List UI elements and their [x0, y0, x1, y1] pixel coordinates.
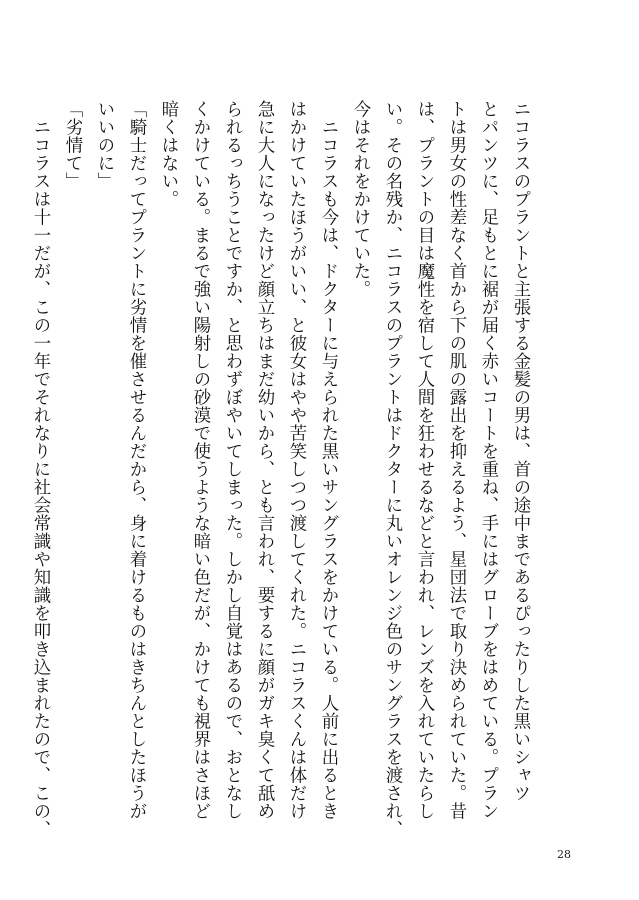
text-line: い。その名残か、ニコラスのプラントはドクターに丸いオレンジ色のサングラスを渡され、 [382, 100, 402, 838]
page-number: 28 [557, 848, 571, 861]
text-line: 暗くはない。 [158, 100, 178, 208]
text-line: ニコラスは十一だが、この一年でそれなりに社会常識や知識を叩き込まれたので、この、 [30, 100, 50, 838]
text-line: トは男女の性差なく首から下の肌の露出を抑えるよう、星団法で取り決められていた。昔 [446, 100, 466, 820]
text-line: は、プラントの目は魔性を宿して人間を狂わせるなどと言われ、レンズを入れていたらし [414, 100, 434, 820]
text-line: いいのに」 [94, 100, 114, 190]
text-line: 急に大人になったけど顔立ちはまだ幼いから、とも言われ、要するに顔がガキ臭くて舐め [254, 100, 274, 820]
text-line: くかけている。まるで強い陽射しの砂漠で使うような暗い色だが、かけても視界はさほど [190, 100, 210, 820]
text-line: られるっちうことですか、と思わずぼやいてしまった。しかし自覚はあるので、おとなし [222, 100, 242, 820]
text-line: ニコラスも今は、ドクターに与えられた黒いサングラスをかけている。人前に出るとき [318, 100, 338, 820]
text-line: 「劣情て」 [62, 100, 82, 190]
text-line: 今はそれをかけていた。 [350, 100, 370, 298]
text-line: ニコラスのプラントと主張する金髪の男は、首の途中まであるぴったりした黒いシャツ [510, 100, 530, 802]
vertical-text-body [24, 100, 536, 838]
text-line: 「騎士だってプラントに劣情を催させるんだから、身に着けるものはきちんとしたほうが [126, 100, 146, 820]
text-line: はかけていたほうがいい、と彼女はやや苦笑しつつ渡してくれた。ニコラスくんは体だけ [286, 100, 306, 820]
text-line: とパンツに、足もとに裾が届く赤いコートを重ね、手にはグローブをはめている。プラン [478, 100, 498, 820]
